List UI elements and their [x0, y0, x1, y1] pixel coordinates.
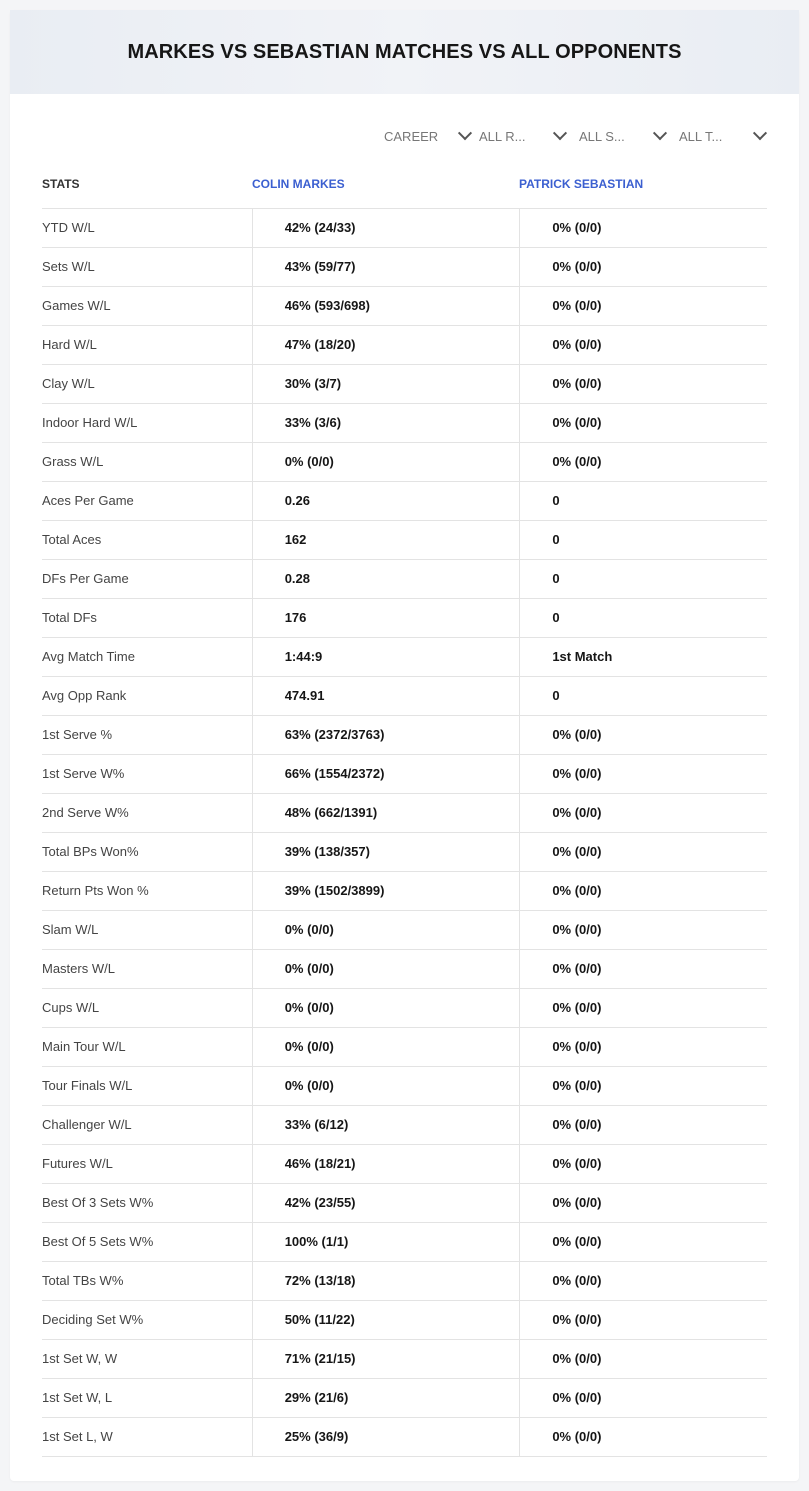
player2-value: 0% (0/0) [519, 248, 767, 286]
page-title: MARKES VS SEBASTIAN MATCHES VS ALL OPPONENTS [127, 40, 682, 63]
filter-period-select[interactable] [384, 122, 474, 150]
player1-value: 0% (0/0) [252, 989, 520, 1027]
table-row [42, 1262, 767, 1301]
player2-value: 0% (0/0) [519, 1379, 767, 1417]
table-row [42, 521, 767, 560]
player2-value: 0 [519, 599, 767, 637]
player2-value: 0 [519, 521, 767, 559]
player2-value: 0% (0/0) [519, 1418, 767, 1456]
table-row [42, 911, 767, 950]
filter-round-select[interactable] [479, 122, 569, 150]
table-row [42, 1379, 767, 1418]
player1-value: 46% (593/698) [252, 287, 520, 325]
player1-value: 50% (11/22) [252, 1301, 520, 1339]
player1-value: 30% (3/7) [252, 365, 520, 403]
table-row [42, 443, 767, 482]
player1-value: 42% (24/33) [252, 209, 520, 247]
player2-link[interactable]: PATRICK SEBASTIAN [519, 177, 644, 191]
player1-value: 29% (21/6) [252, 1379, 520, 1417]
player1-value: 39% (138/357) [252, 833, 520, 871]
player1-value: 0% (0/0) [252, 1067, 520, 1105]
player2-value: 0% (0/0) [519, 1145, 767, 1183]
player2-value: 0% (0/0) [519, 1301, 767, 1339]
filter-period-label: CAREER [384, 128, 439, 144]
stat-label: 1st Set W, L [42, 1390, 113, 1405]
stat-label: 2nd Serve W% [42, 805, 129, 820]
stat-label: YTD W/L [42, 220, 95, 235]
table-row [42, 716, 767, 755]
player1-value: 0% (0/0) [252, 911, 520, 949]
stat-label: Total DFs [42, 610, 97, 625]
table-row [42, 638, 767, 677]
chevron-down-icon [553, 126, 567, 140]
table-row [42, 794, 767, 833]
player2-value: 0% (0/0) [519, 1067, 767, 1105]
player2-value: 0 [519, 560, 767, 598]
stat-label: Masters W/L [42, 961, 115, 976]
player2-value: 0% (0/0) [519, 794, 767, 832]
stat-label: Slam W/L [42, 922, 99, 937]
player2-value: 0% (0/0) [519, 833, 767, 871]
table-row [42, 248, 767, 287]
player2-value: 0% (0/0) [519, 1223, 767, 1261]
player1-value: 0% (0/0) [252, 1028, 520, 1066]
player2-value: 0% (0/0) [519, 1262, 767, 1300]
player2-value: 0% (0/0) [519, 287, 767, 325]
stat-label: Main Tour W/L [42, 1039, 126, 1054]
stat-label: Aces Per Game [42, 493, 134, 508]
player1-value: 63% (2372/3763) [252, 716, 520, 754]
stat-label: Hard W/L [42, 337, 97, 352]
player2-value: 0% (0/0) [519, 1106, 767, 1144]
chevron-down-icon [653, 126, 667, 140]
player2-value: 0% (0/0) [519, 404, 767, 442]
player2-value: 0 [519, 677, 767, 715]
player2-value: 0% (0/0) [519, 950, 767, 988]
player1-value: 25% (36/9) [252, 1418, 520, 1456]
stat-label: Total BPs Won% [42, 844, 139, 859]
player1-value: 474.91 [252, 677, 520, 715]
stat-label: Clay W/L [42, 376, 95, 391]
filter-tournament-select[interactable] [679, 122, 769, 150]
stat-label: Best Of 3 Sets W% [42, 1195, 154, 1210]
table-row [42, 365, 767, 404]
player1-value: 47% (18/20) [252, 326, 520, 364]
table-row [42, 872, 767, 911]
player2-value: 0% (0/0) [519, 365, 767, 403]
table-row [42, 1184, 767, 1223]
player2-value: 0% (0/0) [519, 989, 767, 1027]
table-header [42, 160, 767, 209]
stat-label: Deciding Set W% [42, 1312, 144, 1327]
stat-label: Cups W/L [42, 1000, 100, 1015]
table-row [42, 560, 767, 599]
stat-label: Indoor Hard W/L [42, 415, 138, 430]
player1-value: 33% (6/12) [252, 1106, 520, 1144]
table-row [42, 833, 767, 872]
player2-value: 0% (0/0) [519, 755, 767, 793]
stat-label: Challenger W/L [42, 1117, 132, 1132]
player1-value: 176 [252, 599, 520, 637]
player1-value: 33% (3/6) [252, 404, 520, 442]
table-row [42, 1067, 767, 1106]
table-row [42, 1301, 767, 1340]
stat-label: 1st Serve W% [42, 766, 125, 781]
player1-value: 39% (1502/3899) [252, 872, 520, 910]
table-row [42, 1223, 767, 1262]
player2-value: 0% (0/0) [519, 872, 767, 910]
player1-value: 48% (662/1391) [252, 794, 520, 832]
stat-label: Futures W/L [42, 1156, 113, 1171]
player1-value: 66% (1554/2372) [252, 755, 520, 793]
player2-value: 0% (0/0) [519, 911, 767, 949]
stat-label: Avg Opp Rank [42, 688, 127, 703]
stat-label: Return Pts Won % [42, 883, 149, 898]
stat-label: Total Aces [42, 532, 102, 547]
player1-value: 1:44:9 [252, 638, 520, 676]
player2-value: 0% (0/0) [519, 209, 767, 247]
page-header [10, 10, 799, 94]
player1-value: 42% (23/55) [252, 1184, 520, 1222]
stats-table [42, 160, 767, 1457]
stat-label: Avg Match Time [42, 649, 135, 664]
table-row [42, 989, 767, 1028]
player2-value: 0% (0/0) [519, 716, 767, 754]
stat-label: Sets W/L [42, 259, 95, 274]
stat-label: Tour Finals W/L [42, 1078, 133, 1093]
stat-label: Grass W/L [42, 454, 104, 469]
player2-value: 0% (0/0) [519, 1184, 767, 1222]
stat-label: 1st Serve % [42, 727, 113, 742]
player1-value: 71% (21/15) [252, 1340, 520, 1378]
table-row [42, 1028, 767, 1067]
table-row [42, 404, 767, 443]
table-row [42, 950, 767, 989]
player2-value: 0% (0/0) [519, 326, 767, 364]
player1-value: 162 [252, 521, 520, 559]
table-row [42, 1340, 767, 1379]
filter-surface-label: ALL S... [579, 128, 625, 144]
player2-value: 0 [519, 482, 767, 520]
player1-link[interactable]: COLIN MARKES [252, 177, 345, 191]
player1-value: 0.28 [252, 560, 520, 598]
stat-label: DFs Per Game [42, 571, 129, 586]
filter-bar [10, 122, 799, 150]
player2-value: 0% (0/0) [519, 1028, 767, 1066]
player2-value: 0% (0/0) [519, 1340, 767, 1378]
filter-surface-select[interactable] [579, 122, 669, 150]
table-row [42, 287, 767, 326]
stats-card [10, 10, 799, 1481]
table-body [42, 209, 767, 1457]
table-row [42, 1106, 767, 1145]
stats-column-header: STATS [42, 177, 80, 191]
player1-value: 43% (59/77) [252, 248, 520, 286]
player2-value: 0% (0/0) [519, 443, 767, 481]
table-row [42, 1145, 767, 1184]
table-row [42, 599, 767, 638]
stat-label: 1st Set W, W [42, 1351, 118, 1366]
filter-round-label: ALL R... [479, 128, 526, 144]
table-row [42, 1418, 767, 1457]
player1-value: 0% (0/0) [252, 443, 520, 481]
table-row [42, 482, 767, 521]
player1-value: 0.26 [252, 482, 520, 520]
chevron-down-icon [753, 126, 767, 140]
player1-value: 72% (13/18) [252, 1262, 520, 1300]
stat-label: 1st Set L, W [42, 1429, 113, 1444]
table-row [42, 326, 767, 365]
stat-label: Games W/L [42, 298, 111, 313]
chevron-down-icon [458, 126, 472, 140]
table-row [42, 677, 767, 716]
stat-label: Best Of 5 Sets W% [42, 1234, 154, 1249]
player1-value: 46% (18/21) [252, 1145, 520, 1183]
table-row [42, 755, 767, 794]
player2-value: 1st Match [519, 638, 767, 676]
stat-label: Total TBs W% [42, 1273, 124, 1288]
player1-value: 100% (1/1) [252, 1223, 520, 1261]
player1-value: 0% (0/0) [252, 950, 520, 988]
table-row [42, 209, 767, 248]
filter-tournament-label: ALL T... [679, 128, 723, 144]
